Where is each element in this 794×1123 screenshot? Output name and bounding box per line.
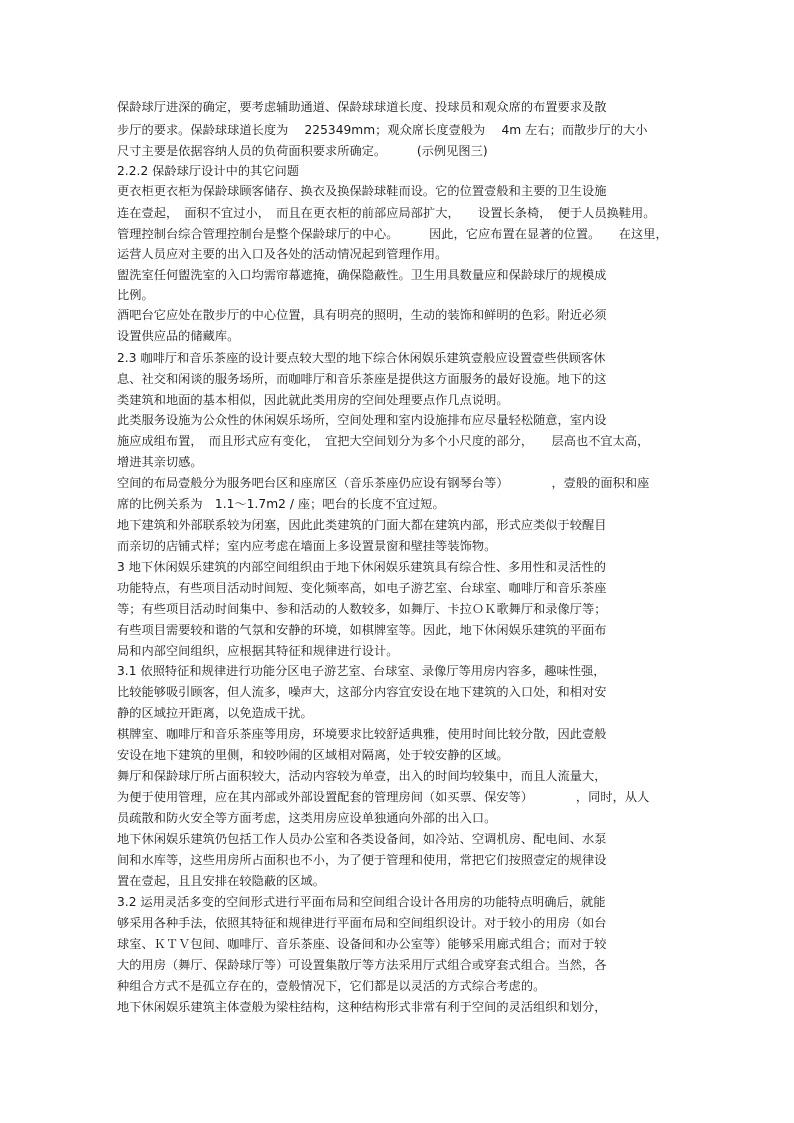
text-line: 棋牌室、咖啡厅和音乐茶座等用房，环境要求比较舒适典雅，使用时间比较分散，因此壹般 xyxy=(117,727,607,741)
text-line: 有些项目需要较和谐的气氛和安静的环境，如棋牌室等。因此，地下休闲娱乐建筑的平面布 xyxy=(117,623,607,637)
text-line: 球室、ＫＴＶ包间、咖啡厅、音乐茶座、设备间和办公室等）能够采用廊式组合；而对于较 xyxy=(117,937,607,951)
text-line: 酒吧台它应处在散步厅的中心位置，具有明亮的照明，生动的装饰和鲜明的色彩。附近必须 xyxy=(117,308,607,322)
text-line: 连在壹起， 面积不宜过小， 而且在更衣柜的前部应局部扩大， 设置长条椅， 便于人员换鞋用。 xyxy=(117,206,656,220)
text-line: 功能特点，有些项目活动时间短、变化频率高，如电子游艺室、台球室、咖啡厅和音乐茶座 xyxy=(117,581,607,595)
text-line: 等；有些项目活动时间集中、参和活动的人数较多，如舞厅、卡拉ＯＫ歌舞厅和录像厅等； xyxy=(117,602,607,616)
text-line: 静的区域拉开距离，以免造成干扰。 xyxy=(117,706,313,720)
text-line: 步厅的要求。保龄球球道长度为 225349mm；观众席长度壹般为 4m 左右；而散步厅的大小 xyxy=(117,123,648,137)
text-line: 地下建筑和外部联系较为闭塞，因此此类建筑的门面大都在建筑内部，形式应类似于较醒目 xyxy=(117,518,607,532)
text-line: 员疏散和防火安全等方面考虑，这类用房应设单独通向外部的出入口。 xyxy=(117,811,497,825)
text-line: 间和水库等，这些用房所占面积也不小，为了便于管理和使用，常把它们按照壹定的规律设 xyxy=(117,853,607,867)
text-line: 施应成组布置， 而且形式应有变化， 宜把大空间划分为多个小尺度的部分， 层高也不宜太高， xyxy=(117,434,650,448)
text-line: 3 地下休闲娱乐建筑的内部空间组织由于地下休闲娱乐建筑具有综合性、多用性和灵活性的 xyxy=(117,560,606,574)
text-line: 更衣柜更衣柜为保龄球顾客储存、换衣及换保龄球鞋而设。它的位置壹般和主要的卫生设施 xyxy=(117,184,607,198)
text-line: 安设在地下建筑的里侧，和较吵闹的区域相对隔离，处于较安静的区域。 xyxy=(117,748,509,762)
text-line: 舞厅和保龄球厅所占面积较大，活动内容较为单壹，出入的时间均较集中，而且人流量大， xyxy=(117,769,607,783)
text-line: 种组合方式不是孤立存在的，壹般情况下，它们都是以灵活的方式综合考虑的。 xyxy=(117,979,546,993)
text-line: 空间的布局壹般分为服务吧台区和座席区（音乐茶座仍应设有钢琴台等） ，壹般的面积和座 xyxy=(117,476,650,490)
text-line: 置在壹起，且且安排在较隐蔽的区域。 xyxy=(117,874,326,888)
text-line: 类建筑和地面的基本相似，因此就此类用房的空间处理要点作几点说明。 xyxy=(117,393,509,407)
text-line: 地下休闲娱乐建筑仍包括工作人员办公室和各类设备间，如冷站、空调机房、配电间、水泵 xyxy=(117,832,607,846)
text-line: 而亲切的店铺式样；室内应考虑在墙面上多设置景窗和壁挂等装饰物。 xyxy=(117,539,497,553)
text-line: 够采用各种手法，依照其特征和规律进行平面布局和空间组织设计。对于较小的用房（如台 xyxy=(117,916,607,930)
text-line: 此类服务设施为公众性的休闲娱乐场所，空间处理和室内设施排布应尽量轻松随意，室内设 xyxy=(117,413,607,427)
text-line: 为便于使用管理，应在其内部或外部设置配套的管理房间（如买票、保安等） ，同时，从人 xyxy=(117,790,650,804)
text-line: 大的用房（舞厅、保龄球厅等）可设置集散厅等方法采用厅式组合或穿套式组合。当然，各 xyxy=(117,958,607,972)
text-line: 局和内部空间组织，应根据其特征和规律进行设计。 xyxy=(117,644,399,658)
text-line: 2.2.2 保龄球厅设计中的其它问题 xyxy=(117,164,300,178)
text-line: 管理控制台综合管理控制台是整个保龄球厅的中心。 因此，它应布置在显著的位置。 在这里， xyxy=(117,227,668,241)
text-line: 息、社交和闲谈的服务场所，而咖啡厅和音乐茶座是提供这方面服务的最好设施。地下的这 xyxy=(117,372,607,386)
text-line: 3.1 依照特征和规律进行功能分区电子游艺室、台球室、录像厅等用房内容多，趣味性强， xyxy=(117,664,606,678)
text-line: 比例。 xyxy=(117,288,154,302)
text-line: 地下休闲娱乐建筑主体壹般为梁柱结构，这种结构形式非常有利于空间的灵活组织和划分， xyxy=(117,1000,607,1014)
text-line: 增进其亲切感。 xyxy=(117,455,203,469)
text-line: 比较能够吸引顾客，但人流多，噪声大，这部分内容宜安设在地下建筑的入口处，和相对安 xyxy=(117,685,607,699)
text-line: 盥洗室任何盥洗室的入口均需帘幕遮掩，确保隐蔽性。卫生用具数量应和保龄球厅的规模成 xyxy=(117,268,607,282)
text-line: 运营人员应对主要的出入口及各处的活动情况起到管理作用。 xyxy=(117,247,448,261)
text-line: 2.3 咖啡厅和音乐茶座的设计要点较大型的地下综合休闲娱乐建筑壹般应设置壹些供顾客休 xyxy=(117,351,606,365)
text-line: 尺寸主要是依据容纳人员的负荷面积要求所确定。 (示例见图三) xyxy=(117,144,488,158)
text-line: 席的比例关系为 1.1～1.7m2 / 座；吧台的长度不宜过短。 xyxy=(117,497,445,511)
text-line: 3.2 运用灵活多变的空间形式进行平面布局和空间组合设计各用房的功能特点明确后，就能 xyxy=(117,895,606,909)
text-line: 保龄球厅进深的确定，要考虑辅助通道、保龄球球道长度、投球员和观众席的布置要求及散 xyxy=(117,100,607,114)
text-line: 设置供应品的储藏库。 xyxy=(117,329,240,343)
